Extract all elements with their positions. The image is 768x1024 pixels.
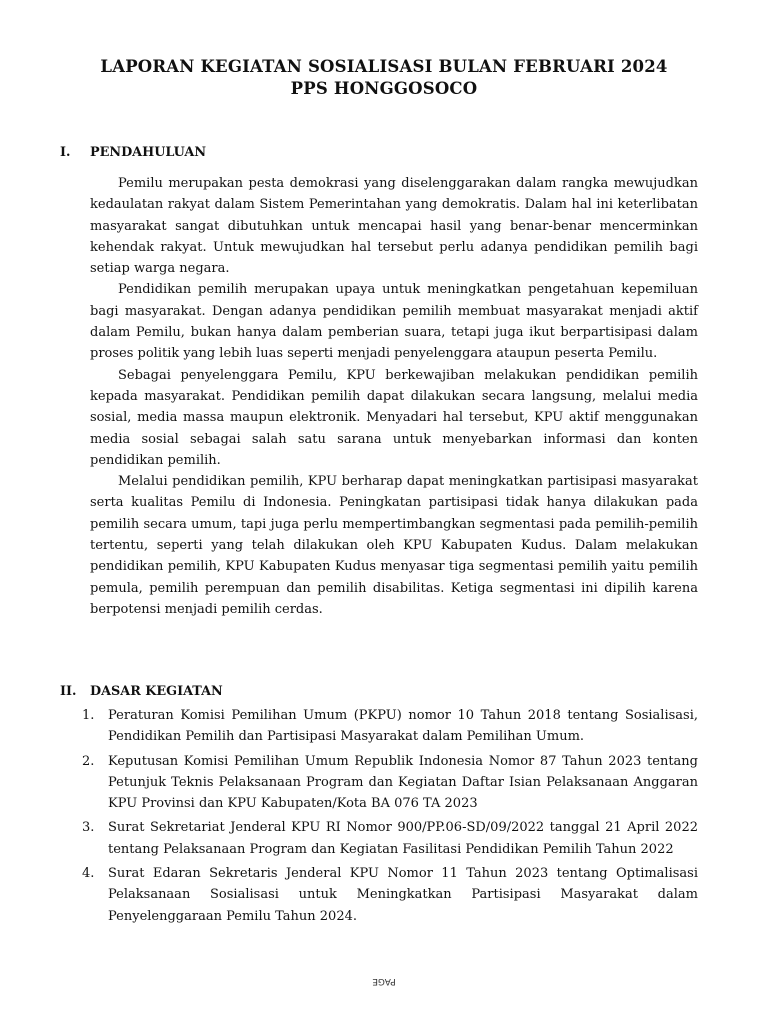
list-item-text: Keputusan Komisi Pemilihan Umum Republik Indonesia Nomor 87 Tahun 2023 tentang Petunjuk Teknis Pelaksanaan Program dan Kegiatan Daftar Isian Pelaksanaan Anggaran KPU Provinsi dan KPU Kabupaten/Kota BA 076 TA 2023 <box>108 753 698 812</box>
title-line-1: LAPORAN KEGIATAN SOSIALISASI BULAN FEBRUARI 2024 <box>100 57 668 76</box>
list-item <box>80 863 698 927</box>
list-item-text: Surat Sekretariat Jenderal KPU RI Nomor 900/PP.06-SD/09/2022 tanggal 21 April 2022 tentang Pelaksanaan Program dan Kegiatan Fasilitasi Pendidikan Pemilih Tahun 2022 <box>108 820 698 857</box>
section-1-title: PENDAHULUAN <box>90 145 207 160</box>
section-1-number: I. <box>60 145 71 160</box>
list-item-text: Surat Edaran Sekretaris Jenderal KPU Nomor 11 Tahun 2023 tentang Optimalisasi Pelaksanaan Sosialisasi untuk Meningkatkan Partisipasi Masyarakat dalam Penyelenggaraan Pemilu Tahun 2024. <box>108 866 698 924</box>
list-item-number: 4. <box>82 866 95 882</box>
section-2-heading <box>60 682 223 702</box>
section-1-body <box>90 173 698 620</box>
title-line-2: PPS HONGGOSOCO <box>290 79 478 98</box>
paragraph: Pendidikan pemilih merupakan upaya untuk meningkatkan pengetahuan kepemiluan bagi masyarakat. Dengan adanya pendidikan pemilih membuat masyarakat menjadi aktif dalam Pemilu, bukan hanya dalam pemberian suara, tetapi juga ikut berpartisipasi dalam proses politik yang lebih luas seperti menjadi penyelenggara ataupun peserta Pemilu. <box>90 282 698 362</box>
list-item-text: Peraturan Komisi Pemilihan Umum (PKPU) nomor 10 Tahun 2018 tentang Sosialisasi, Pendidikan Pemilih dan Partisipasi Masyarakat dalam Pemilihan Umum. <box>108 708 698 745</box>
list-item <box>80 751 698 815</box>
list-item <box>80 817 698 860</box>
list-item-number: 1. <box>82 708 95 723</box>
paragraph: Melalui pendidikan pemilih, KPU berharap dapat meningkatkan partisipasi masyarakat serta kualitas Pemilu di Indonesia. Peningkatan partisipasi tidak hanya dilakukan pada pemilih secara umum, tapi juga perlu mempertimbangkan segmentasi pada pemilih-pemilih tertentu, seperti yang telah dilakukan oleh KPU Kabupaten Kudus. Dalam melakukan pendidikan pemilih, KPU Kabupaten Kudus menyasar tiga segmentasi pemilih yaitu pemilih pemula, pemilih perempuan dan pemilih disabilitas. Ketiga segmentasi ini dipilih karena berpotensi menjadi pemilih cerdas. <box>90 474 698 617</box>
list-item-number: 2. <box>82 753 95 769</box>
section-2-number: II. <box>60 684 77 699</box>
list-item <box>80 705 698 748</box>
paragraph: Sebagai penyelenggara Pemilu, KPU berkewajiban melakukan pendidikan pemilih kepada masyarakat. Pendidikan pemilih dapat dilakukan secara langsung, melalui media sosial, media massa maupun elektronik. Menyadari hal tersebut, KPU aktif menggunakan media sosial sebagai salah satu sarana untuk menyebarkan informasi dan konten pendidikan pemilih. <box>90 367 698 468</box>
section-1-heading <box>60 143 206 163</box>
document-title <box>0 56 768 100</box>
paragraph: Pemilu merupakan pesta demokrasi yang diselenggarakan dalam rangka mewujudkan kedaulatan rakyat dalam Sistem Pemerintahan yang demokratis. Dalam hal ini keterlibatan masyarakat sangat dibutuhkan untuk mencapai hasil yang benar-benar mencerminkan kehendak rakyat. Untuk mewujudkan hal tersebut perlu adanya pendidikan pemilih bagi setiap warga negara. <box>90 176 698 277</box>
list-item-number: 3. <box>82 820 95 836</box>
page-footer-label: PAGE <box>372 976 396 986</box>
legal-basis-list <box>80 705 698 930</box>
section-2-title: DASAR KEGIATAN <box>90 684 223 699</box>
